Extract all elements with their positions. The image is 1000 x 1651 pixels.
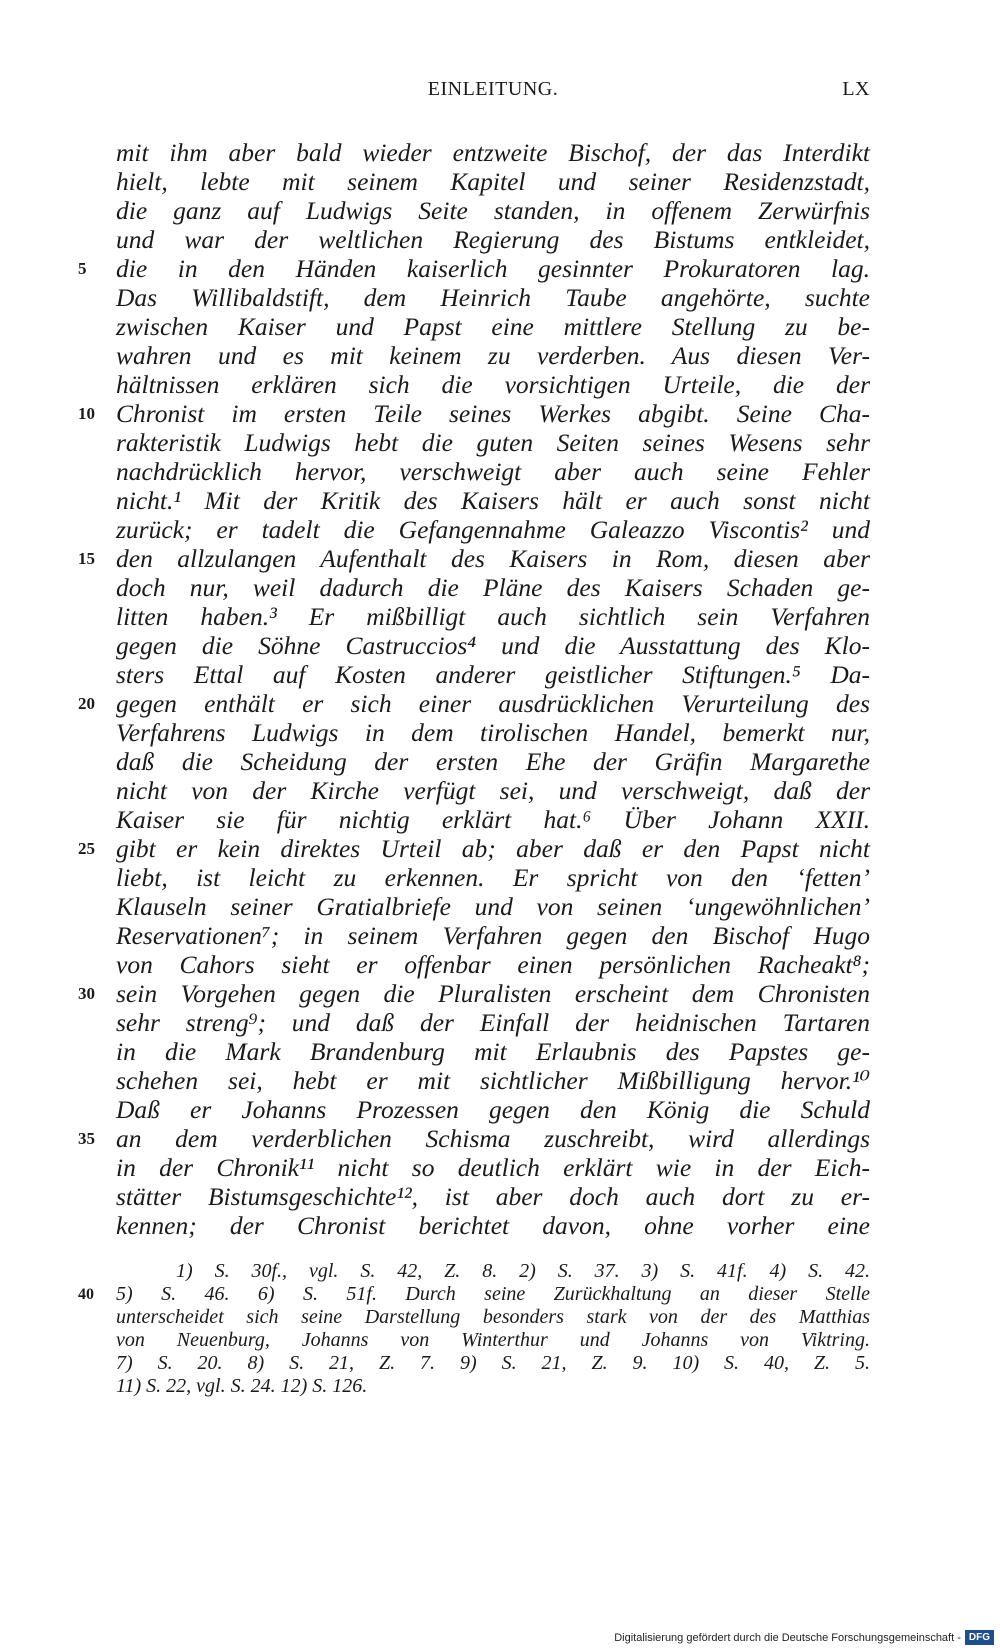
text-line (116, 1037, 870, 1066)
footnote-line (116, 1375, 870, 1398)
text-line-text: wahren und es mit keinem zu verderben. Aus diesen Ver- (116, 341, 870, 370)
text-line-text: den allzulangen Aufenthalt des Kaisers in Rom, diesen aber (116, 544, 870, 573)
text-line (78, 689, 870, 718)
text-line (116, 1008, 870, 1037)
line-number: 20 (78, 694, 95, 713)
page-number: LX (842, 78, 870, 100)
text-line-text: Klauseln seiner Gratialbriefe und von seinen ‘ungewöhnlichen’ (116, 892, 870, 921)
text-line (78, 254, 870, 283)
text-line (116, 892, 870, 921)
text-line-text: Kaiser sie für nichtig erklärt hat.⁶ Über Johann XXII. (116, 805, 870, 834)
text-line-text: gibt er kein direktes Urteil ab; aber daß er den Papst nicht (116, 834, 870, 863)
text-line (116, 196, 870, 225)
text-line-text: doch nur, weil dadurch die Pläne des Kaisers Schaden ge- (116, 573, 870, 602)
text-line-text: schehen sei, hebt er mit sichtlicher Mißbilligung hervor.¹⁰ (116, 1066, 870, 1095)
footnote-line-text: 5) S. 46. 6) S. 51f. Durch seine Zurückhaltung an dieser Stelle (116, 1283, 870, 1305)
text-line (116, 602, 870, 631)
footnote-line (78, 1283, 870, 1306)
text-line (116, 950, 870, 979)
text-line-text: daß die Scheidung der ersten Ehe der Gräfin Margarethe (116, 747, 870, 776)
text-line-text: nachdrücklich hervor, verschweigt aber auch seine Fehler (116, 457, 870, 486)
footnote-line-text: 11) S. 22, vgl. S. 24. 12) S. 126. (116, 1375, 368, 1397)
text-line (116, 370, 870, 399)
text-line-text: sters Ettal auf Kosten anderer geistlicher Stiftungen.⁵ Da- (116, 660, 870, 689)
text-line (78, 544, 870, 573)
text-line-text: liebt, ist leicht zu erkennen. Er spricht von den ‘fetten’ (116, 863, 870, 892)
text-line (116, 573, 870, 602)
text-line-text: gegen die Söhne Castruccios⁴ und die Ausstattung des Klo- (116, 631, 870, 660)
text-line (116, 312, 870, 341)
text-line-text: stätter Bistumsgeschichte¹², ist aber doch auch dort zu er- (116, 1182, 870, 1211)
text-line-text: in die Mark Brandenburg mit Erlaubnis des Papstes ge- (116, 1037, 870, 1066)
dfg-credit (614, 1630, 994, 1645)
line-number: 30 (78, 984, 95, 1003)
text-line (116, 1182, 870, 1211)
text-line (116, 283, 870, 312)
footnote-line (116, 1329, 870, 1352)
text-line (116, 428, 870, 457)
text-line-text: litten haben.³ Er mißbilligt auch sichtlich sein Verfahren (116, 602, 870, 631)
text-line (116, 747, 870, 776)
text-line-text: mit ihm aber bald wieder entzweite Bischof, der das Interdikt (116, 138, 870, 167)
text-line (116, 341, 870, 370)
text-line-text: zwischen Kaiser und Papst eine mittlere Stellung zu be- (116, 312, 870, 341)
running-title: EINLEITUNG. (427, 78, 559, 100)
footnote-line-text: unterscheidet sich seine Darstellung besonders stark von der des Matthias (116, 1306, 870, 1328)
text-line-text: zurück; er tadelt die Gefangennahme Galeazzo Viscontis² und (116, 515, 870, 544)
text-line (116, 863, 870, 892)
text-line-text: gegen enthält er sich einer ausdrücklichen Verurteilung des (116, 689, 870, 718)
text-line (116, 1095, 870, 1124)
text-line-text: nicht von der Kirche verfügt sei, und verschweigt, daß der (116, 776, 870, 805)
text-line-text: die in den Händen kaiserlich gesinnter Prokuratoren lag. (116, 254, 870, 283)
text-line-text: hältnissen erklären sich die vorsichtigen Urteile, die der (116, 370, 870, 399)
text-line (78, 399, 870, 428)
text-line (78, 1124, 870, 1153)
text-line (116, 1153, 870, 1182)
text-line-text: Das Willibaldstift, dem Heinrich Taube angehörte, suchte (116, 283, 870, 312)
text-line (78, 979, 870, 1008)
footnotes (78, 1260, 870, 1398)
line-number: 10 (78, 404, 95, 423)
text-line-text: nicht.¹ Mit der Kritik des Kaisers hält er auch sonst nicht (116, 486, 870, 515)
footnote-line-text: von Neuenburg, Johanns von Winterthur und Johanns von Viktring. (116, 1329, 870, 1351)
text-line (116, 486, 870, 515)
text-line-text: die ganz auf Ludwigs Seite standen, in offenem Zerwürfnis (116, 196, 870, 225)
text-line-text: von Cahors sieht er offenbar einen persönlichen Racheakt⁸; (116, 950, 870, 979)
line-number: 5 (78, 259, 87, 278)
text-line-text: hielt, lebte mit seinem Kapitel und seiner Residenzstadt, (116, 167, 870, 196)
text-line (116, 660, 870, 689)
text-line-text: Verfahrens Ludwigs in dem tirolischen Handel, bemerkt nur, (116, 718, 870, 747)
text-line (116, 1211, 870, 1240)
footnote-line-text: 1) S. 30f., vgl. S. 42, Z. 8. 2) S. 37. 3) S. 41f. 4) S. 42. (176, 1260, 870, 1282)
dfg-logo: DFG (965, 1630, 994, 1645)
line-number: 25 (78, 839, 95, 858)
text-line-text: sein Vorgehen gegen die Pluralisten erscheint dem Chronisten (116, 979, 870, 1008)
line-number: 40 (78, 1286, 94, 1303)
text-line (78, 834, 870, 863)
text-line (116, 921, 870, 950)
main-text (78, 138, 870, 1240)
text-line (116, 776, 870, 805)
text-line-text: Daß er Johanns Prozessen gegen den König die Schuld (116, 1095, 870, 1124)
text-line (116, 805, 870, 834)
text-line-text: Reservationen⁷; in seinem Verfahren gegen den Bischof Hugo (116, 921, 870, 950)
text-line-text: sehr streng⁹; und daß der Einfall der heidnischen Tartaren (116, 1008, 870, 1037)
text-line-text: und war der weltlichen Regierung des Bistums entkleidet, (116, 225, 870, 254)
text-line-text: rakteristik Ludwigs hebt die guten Seiten seines Wesens sehr (116, 428, 870, 457)
text-line-text: an dem verderblichen Schisma zuschreibt, wird allerdings (116, 1124, 870, 1153)
text-line-text: in der Chronik¹¹ nicht so deutlich erklärt wie in der Eich- (116, 1153, 870, 1182)
footnote-line (116, 1306, 870, 1329)
page-header (116, 78, 870, 108)
credit-text: Digitalisierung gefördert durch die Deutsche Forschungsgemeinschaft - (614, 1631, 961, 1644)
text-line (116, 515, 870, 544)
text-line (116, 1066, 870, 1095)
text-line (116, 225, 870, 254)
text-line (116, 718, 870, 747)
footnote-line (116, 1260, 870, 1283)
line-number: 15 (78, 549, 95, 568)
text-line (116, 457, 870, 486)
footnote-line-text: 7) S. 20. 8) S. 21, Z. 7. 9) S. 21, Z. 9. 10) S. 40, Z. 5. (116, 1352, 870, 1374)
text-line-text: Chronist im ersten Teile seines Werkes abgibt. Seine Cha- (116, 399, 870, 428)
text-line (116, 631, 870, 660)
text-line (116, 167, 870, 196)
text-line (116, 138, 870, 167)
line-number: 35 (78, 1129, 95, 1148)
footnote-line (116, 1352, 870, 1375)
text-line-text: kennen; der Chronist berichtet davon, ohne vorher eine (116, 1211, 870, 1240)
